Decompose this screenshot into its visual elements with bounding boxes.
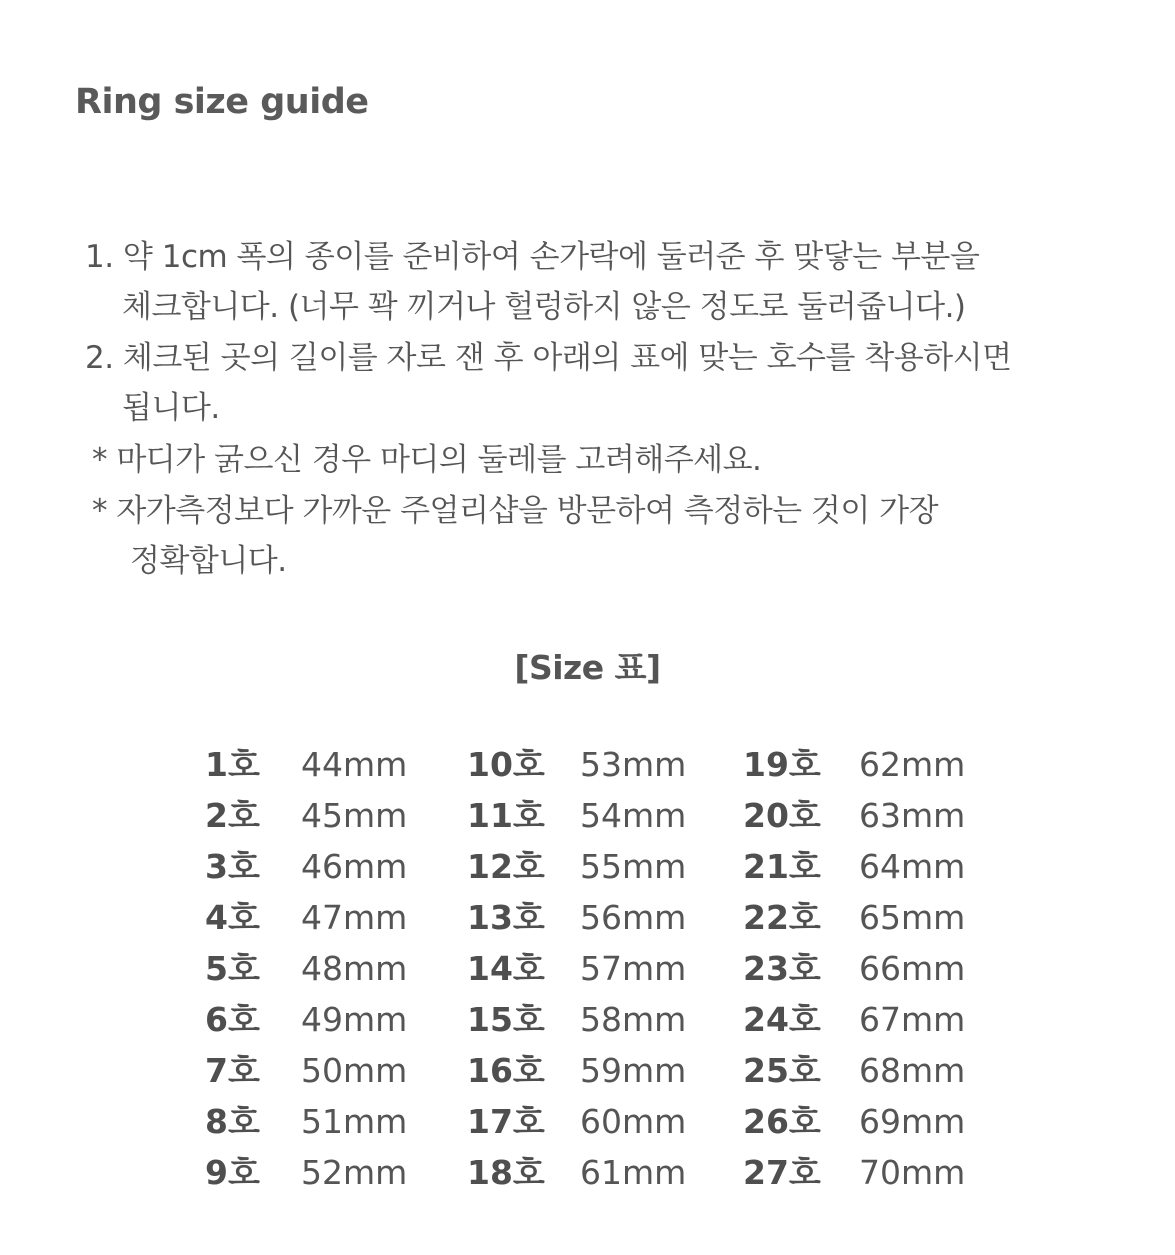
size-number: 22호 (743, 898, 821, 937)
size-circumference: 44mm (301, 745, 408, 784)
size-number: 9호 (205, 1153, 260, 1192)
size-table (0, 739, 1175, 1199)
size-number: 1호 (205, 745, 260, 784)
size-number: 16호 (467, 1051, 545, 1090)
page-title: Ring size guide (75, 82, 369, 122)
size-circumference: 70mm (859, 1153, 966, 1192)
size-circumference: 68mm (859, 1051, 966, 1090)
size-number: 19호 (743, 745, 821, 784)
size-number: 20호 (743, 796, 821, 835)
size-number: 4호 (205, 898, 260, 937)
size-number: 3호 (205, 847, 260, 886)
size-number: 2호 (205, 796, 260, 835)
size-number: 11호 (467, 796, 545, 835)
size-number: 10호 (467, 745, 545, 784)
size-number: 27호 (743, 1153, 821, 1192)
size-circumference: 66mm (859, 949, 966, 988)
instruction-step-2-line-1: 2. 체크된 곳의 길이를 자로 잰 후 아래의 표에 맞는 호수를 착용하시면 (85, 340, 1012, 376)
size-number: 18호 (467, 1153, 545, 1192)
instruction-note-2-line-1: * 자가측정보다 가까운 주얼리샵을 방문하여 측정하는 것이 가장 (92, 493, 939, 529)
size-circumference: 62mm (859, 745, 966, 784)
size-circumference: 55mm (580, 847, 687, 886)
size-circumference: 48mm (301, 949, 408, 988)
size-circumference: 65mm (859, 898, 966, 937)
size-circumference: 63mm (859, 796, 966, 835)
size-circumference: 59mm (580, 1051, 687, 1090)
size-circumference: 53mm (580, 745, 687, 784)
size-circumference: 54mm (580, 796, 687, 835)
size-circumference: 50mm (301, 1051, 408, 1090)
size-circumference: 46mm (301, 847, 408, 886)
size-number: 12호 (467, 847, 545, 886)
instruction-step-1-line-1: 1. 약 1cm 폭의 종이를 준비하여 손가락에 둘러준 후 맞닿는 부분을 (85, 239, 980, 275)
size-circumference: 64mm (859, 847, 966, 886)
size-number: 21호 (743, 847, 821, 886)
size-circumference: 45mm (301, 796, 408, 835)
size-circumference: 56mm (580, 898, 687, 937)
size-number: 23호 (743, 949, 821, 988)
instruction-note-1: * 마디가 굵으신 경우 마디의 둘레를 고려해주세요. (92, 442, 762, 478)
size-circumference: 58mm (580, 1000, 687, 1039)
instruction-note-2-line-2: 정확합니다. (130, 543, 287, 579)
size-circumference: 52mm (301, 1153, 408, 1192)
size-number: 6호 (205, 1000, 260, 1039)
size-circumference: 49mm (301, 1000, 408, 1039)
size-circumference: 67mm (859, 1000, 966, 1039)
size-circumference: 47mm (301, 898, 408, 937)
size-number: 24호 (743, 1000, 821, 1039)
size-circumference: 60mm (580, 1102, 687, 1141)
size-number: 14호 (467, 949, 545, 988)
size-number: 5호 (205, 949, 260, 988)
size-circumference: 61mm (580, 1153, 687, 1192)
size-circumference: 69mm (859, 1102, 966, 1141)
size-number: 25호 (743, 1051, 821, 1090)
size-number: 26호 (743, 1102, 821, 1141)
instruction-step-2-line-2: 됩니다. (122, 390, 220, 426)
instruction-step-1-line-2: 체크합니다. (너무 꽉 끼거나 헐렁하지 않은 정도로 둘러줍니다.) (122, 289, 966, 325)
size-table-heading: [Size 표] (514, 648, 661, 687)
size-number: 8호 (205, 1102, 260, 1141)
size-number: 13호 (467, 898, 545, 937)
size-number: 17호 (467, 1102, 545, 1141)
size-number: 7호 (205, 1051, 260, 1090)
size-number: 15호 (467, 1000, 545, 1039)
size-circumference: 57mm (580, 949, 687, 988)
size-circumference: 51mm (301, 1102, 408, 1141)
